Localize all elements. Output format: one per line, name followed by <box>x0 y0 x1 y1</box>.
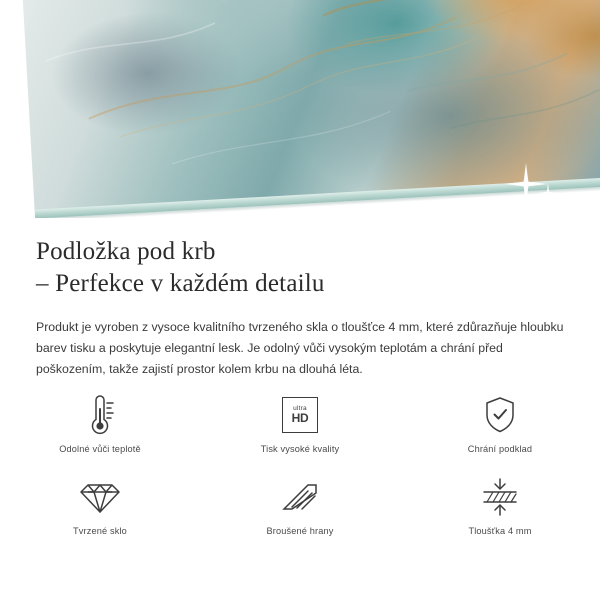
thickness-icon <box>478 474 522 520</box>
hero-image <box>0 0 600 218</box>
feature-label: Tisk vysoké kvality <box>260 444 340 454</box>
feature-item-print-quality <box>200 392 400 472</box>
ultra-hd-icon <box>282 392 318 438</box>
page-title <box>0 218 600 300</box>
feature-item-polished-edges <box>200 474 400 554</box>
diamond-icon <box>79 474 121 520</box>
polished-edges-icon <box>278 474 322 520</box>
feature-item-protection <box>400 392 600 472</box>
thermometer-icon <box>80 392 120 438</box>
text-content <box>0 218 600 380</box>
feature-list <box>0 392 600 554</box>
feature-label: Tvrzené sklo <box>73 526 127 536</box>
feature-label: Chrání podklad <box>467 444 533 454</box>
ultra-hd-badge-bottom: HD <box>291 411 309 426</box>
feature-label: Odolné vůči teplotě <box>59 444 141 454</box>
feature-item-tempered-glass <box>0 474 200 554</box>
feature-label: Tloušťka 4 mm <box>468 526 532 536</box>
ultra-hd-badge-top: ultra <box>293 404 307 412</box>
feature-item-thickness <box>400 474 600 554</box>
headline-line-1: Podložka pod krb <box>36 238 216 265</box>
feature-label: Broušené hrany <box>266 526 334 536</box>
description-paragraph: Produkt je vyroben z vysoce kvalitního tvrzeného skla o tloušťce 4 mm, které zdůrazňuje hloubku barev tisku a poskytuje elegantní lesk. Je odolný vůči vysokým teplotám a chrání před poškozením, takže zajistí prostor kolem krbu na dlouhá léta. <box>36 320 564 376</box>
marble-glass-panel <box>0 0 600 218</box>
feature-item-temperature <box>0 392 200 472</box>
headline-line-2: – Perfekce v každém detailu <box>36 270 325 297</box>
marble-veins <box>21 0 600 212</box>
shield-check-icon <box>480 392 520 438</box>
